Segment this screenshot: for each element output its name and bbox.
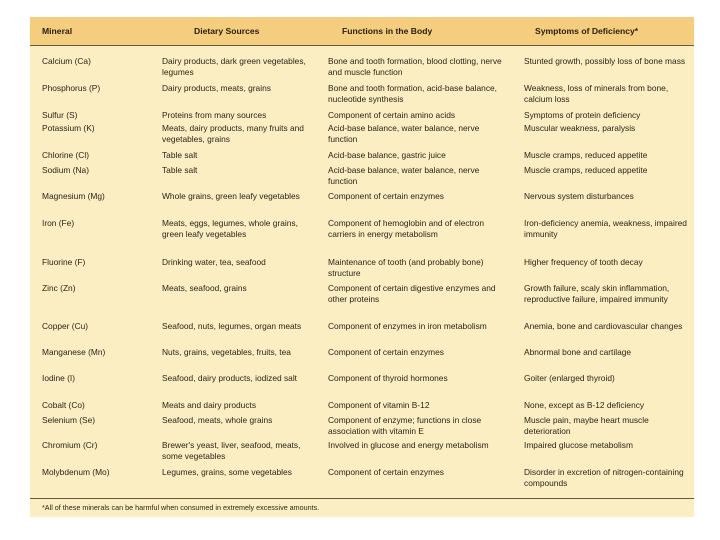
cell-sources: Meats, dairy products, many fruits and vegetables, grains — [162, 123, 304, 144]
cell-functions: Component of hemoglobin and of electron carriers in energy metabolism — [328, 218, 484, 239]
header-mineral: Mineral — [42, 26, 73, 36]
cell-symptoms: None, except as B-12 deficiency — [524, 400, 645, 410]
cell-mineral: Zinc (Zn) — [42, 283, 76, 293]
cell-functions: Component of enzyme; functions in close association with vitamin E — [328, 415, 482, 436]
cell-functions: Bone and tooth formation, acid-base balance, nucleotide synthesis — [328, 83, 498, 104]
cell-mineral: Chromium (Cr) — [42, 440, 98, 450]
cell-functions: Acid-base balance, water balance, nerve function — [328, 123, 480, 144]
cell-symptoms: Impaired glucose metabolism — [524, 440, 633, 450]
cell-functions: Maintenance of tooth (and probably bone) structure — [328, 257, 484, 278]
cell-symptoms: Anemia, bone and cardiovascular changes — [524, 321, 683, 331]
cell-symptoms: Muscular weakness, paralysis — [524, 123, 636, 133]
cell-mineral: Copper (Cu) — [42, 321, 89, 331]
cell-functions: Component of certain digestive enzymes and other proteins — [328, 283, 496, 304]
header-rule — [30, 45, 694, 46]
cell-sources: Proteins from many sources — [162, 110, 267, 120]
cell-mineral: Selenium (Se) — [42, 415, 96, 425]
header-functions: Functions in the Body — [342, 26, 433, 36]
cell-mineral: Iodine (I) — [42, 373, 76, 383]
cell-mineral: Magnesium (Mg) — [42, 191, 105, 201]
cell-sources: Legumes, grains, some vegetables — [162, 467, 292, 477]
cell-sources: Seafood, nuts, legumes, organ meats — [162, 321, 302, 331]
cell-mineral: Manganese (Mn) — [42, 347, 106, 357]
cell-symptoms: Abnormal bone and cartilage — [524, 347, 632, 357]
cell-sources: Drinking water, tea, seafood — [162, 257, 266, 267]
cell-mineral: Chlorine (Cl) — [42, 150, 90, 160]
cell-mineral: Calcium (Ca) — [42, 56, 91, 66]
cell-sources: Brewer's yeast, liver, seafood, meats, some vegetables — [162, 440, 301, 461]
cell-mineral: Phosphorus (P) — [42, 83, 101, 93]
cell-symptoms: Goiter (enlarged thyroid) — [524, 373, 615, 383]
minerals-table — [30, 17, 694, 517]
cell-sources: Dairy products, dark green vegetables, legumes — [162, 56, 306, 77]
cell-symptoms: Nervous system disturbances — [524, 191, 634, 201]
footer-rule — [30, 498, 694, 499]
cell-symptoms: Symptoms of protein deficiency — [524, 110, 641, 120]
cell-functions: Component of certain enzymes — [328, 347, 444, 357]
cell-sources: Seafood, dairy products, iodized salt — [162, 373, 298, 383]
cell-sources: Nuts, grains, vegetables, fruits, tea — [162, 347, 291, 357]
cell-symptoms: Weakness, loss of minerals from bone, calcium loss — [524, 83, 669, 104]
cell-sources: Table salt — [162, 150, 198, 160]
cell-sources: Dairy products, meats, grains — [162, 83, 271, 93]
footnote: *All of these minerals can be harmful when consumed in extremely excessive amounts. — [42, 503, 320, 512]
cell-functions: Component of certain enzymes — [328, 191, 444, 201]
cell-symptoms: Muscle pain, maybe heart muscle deterioration — [524, 415, 649, 436]
cell-symptoms: Iron-deficiency anemia, weakness, impaired immunity — [524, 218, 687, 239]
cell-sources: Whole grains, green leafy vegetables — [162, 191, 300, 201]
cell-mineral: Fluorine (F) — [42, 257, 86, 267]
cell-mineral: Potassium (K) — [42, 123, 95, 133]
header-dietary-sources: Dietary Sources — [194, 26, 260, 36]
cell-mineral: Cobalt (Co) — [42, 400, 85, 410]
cell-symptoms: Growth failure, scaly skin inflammation, reproductive failure, impaired immunity — [524, 283, 670, 304]
table-header — [30, 17, 694, 45]
cell-functions: Bone and tooth formation, blood clotting, nerve and muscle function — [328, 56, 502, 77]
cell-symptoms: Disorder in excretion of nitrogen-containing compounds — [524, 467, 684, 488]
cell-symptoms: Stunted growth, possibly loss of bone mass — [524, 56, 686, 66]
cell-mineral: Sulfur (S) — [42, 110, 78, 120]
cell-functions: Acid-base balance, water balance, nerve function — [328, 165, 480, 186]
cell-mineral: Iron (Fe) — [42, 218, 75, 228]
cell-sources: Meats, eggs, legumes, whole grains, green leafy vegetables — [162, 218, 298, 239]
cell-functions: Component of certain amino acids — [328, 110, 456, 120]
cell-symptoms: Muscle cramps, reduced appetite — [524, 150, 648, 160]
cell-functions: Component of enzymes in iron metabolism — [328, 321, 487, 331]
cell-functions: Component of vitamin B-12 — [328, 400, 430, 410]
cell-sources: Meats and dairy products — [162, 400, 257, 410]
cell-mineral: Molybdenum (Mo) — [42, 467, 110, 477]
cell-mineral: Sodium (Na) — [42, 165, 90, 175]
cell-functions: Involved in glucose and energy metabolism — [328, 440, 489, 450]
header-symptoms: Symptoms of Deficiency* — [535, 26, 639, 36]
cell-functions: Acid-base balance, gastric juice — [328, 150, 446, 160]
cell-sources: Table salt — [162, 165, 198, 175]
cell-sources: Meats, seafood, grains — [162, 283, 247, 293]
cell-functions: Component of certain enzymes — [328, 467, 444, 477]
cell-symptoms: Higher frequency of tooth decay — [524, 257, 643, 267]
cell-symptoms: Muscle cramps, reduced appetite — [524, 165, 648, 175]
cell-functions: Component of thyroid hormones — [328, 373, 448, 383]
cell-sources: Seafood, meats, whole grains — [162, 415, 273, 425]
